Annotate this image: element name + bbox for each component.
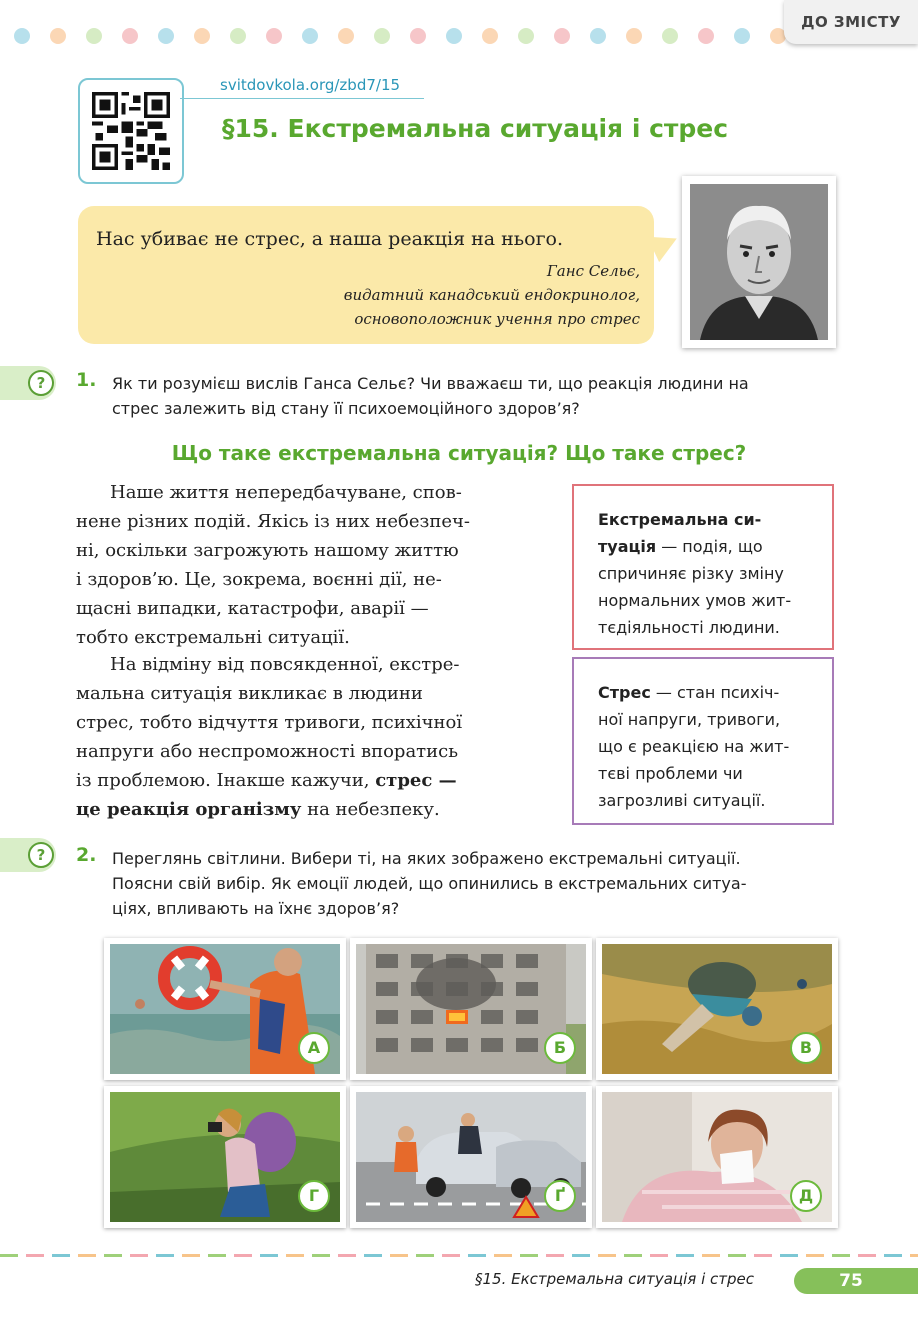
decorative-dash: [78, 1254, 96, 1257]
photo-label: Г: [298, 1180, 330, 1212]
text-line: Наше життя непередбачуване, спов-: [110, 482, 462, 503]
portrait-man-icon: [690, 184, 828, 340]
photo-b[interactable]: [350, 938, 592, 1080]
text-line: ні, оскільки загрожують нашому життю: [76, 540, 459, 561]
definition-stress: [572, 657, 834, 825]
definition-line: що є реакцією на жит-: [598, 737, 790, 756]
photo-v[interactable]: [596, 938, 838, 1080]
decorative-dash: [286, 1254, 304, 1257]
definition-line: Екстремальна си-: [598, 510, 762, 529]
decorative-dash: [884, 1254, 902, 1257]
text-line: щасні випадки, катастрофи, аварії —: [76, 598, 429, 619]
photo-d[interactable]: [596, 1086, 838, 1228]
question-marker: [0, 838, 56, 872]
qr-code-frame[interactable]: [78, 78, 184, 184]
decorative-dot: [338, 28, 354, 44]
decorative-dash: [442, 1254, 460, 1257]
photo-label: В: [790, 1032, 822, 1064]
decorative-dot: [230, 28, 246, 44]
photo-label: Б: [544, 1032, 576, 1064]
decorative-dot: [194, 28, 210, 44]
photo-a[interactable]: [104, 938, 346, 1080]
decorative-dash: [312, 1254, 330, 1257]
decorative-dash: [598, 1254, 616, 1257]
decorative-dot: [50, 28, 66, 44]
definition-line: спричиняє різку зміну: [598, 564, 784, 583]
decorative-dot: [698, 28, 714, 44]
text-line: На відміну від повсякденної, екстре-: [110, 654, 460, 675]
decorative-dash: [780, 1254, 798, 1257]
photo-label: Д: [790, 1180, 822, 1212]
decorative-dash: [624, 1254, 642, 1257]
text-line: стрес, тобто відчуття тривоги, психічної: [76, 712, 463, 733]
decorative-dot: [554, 28, 570, 44]
text-line: і здоров’ю. Це, зокрема, воєнні дії, не-: [76, 569, 442, 590]
text-line: нене різних подій. Якісь із них небезпеч-: [76, 511, 470, 532]
decorative-dash: [26, 1254, 44, 1257]
text-line: напруги або неспроможності впоратись: [76, 741, 459, 762]
decorative-dash: [858, 1254, 876, 1257]
question-icon: ?: [28, 370, 54, 396]
question-text: [112, 846, 840, 921]
link-underline: [180, 98, 424, 99]
decorative-dash: [208, 1254, 226, 1257]
text-line: це реакція організму на небезпеку.: [76, 799, 440, 820]
decorative-dot: [158, 28, 174, 44]
decorative-dash: [364, 1254, 382, 1257]
photo-label: А: [298, 1032, 330, 1064]
question-marker: [0, 366, 56, 400]
page-number: 75: [794, 1268, 918, 1294]
decorative-dash: [104, 1254, 122, 1257]
decorative-dot: [14, 28, 30, 44]
portrait-photo: [682, 176, 836, 348]
question-number: 1.: [76, 369, 97, 391]
decorative-dash: [650, 1254, 668, 1257]
text-line: із проблемою. Інакше кажучи, стрес —: [76, 770, 457, 791]
definition-extreme-situation: [572, 484, 834, 650]
decorative-dot: [662, 28, 678, 44]
decorative-dot: [374, 28, 390, 44]
decorative-dash: [520, 1254, 538, 1257]
photo-grid: [104, 938, 840, 1230]
decorative-dash: [806, 1254, 824, 1257]
decorative-dot: [626, 28, 642, 44]
decorative-dot: [482, 28, 498, 44]
question-line: ціях, впливають на їхнє здоров’я?: [112, 899, 400, 918]
question-icon: ?: [28, 842, 54, 868]
decorative-dash: [156, 1254, 174, 1257]
question-number: 2.: [76, 844, 97, 866]
decorative-dash: [702, 1254, 720, 1257]
decorative-dot: [410, 28, 426, 44]
photo-label: Ґ: [544, 1180, 576, 1212]
toc-label: ДО ЗМІСТУ: [801, 13, 901, 31]
definition-line: туація — подія, що: [598, 537, 763, 556]
decorative-dash: [676, 1254, 694, 1257]
decorative-dash: [910, 1254, 918, 1257]
definition-line: тєдіяльності людини.: [598, 618, 780, 637]
footer-section-title: §15. Екстремальна ситуація і стрес: [475, 1270, 754, 1288]
qr-code-icon: [92, 92, 170, 170]
decorative-dash: [182, 1254, 200, 1257]
question-line: стрес залежить від стану її психоемоційного здоров’я?: [112, 399, 580, 418]
question-text: [112, 371, 840, 421]
section-heading: Що таке екстремальна ситуація? Що таке стрес?: [171, 441, 747, 465]
decorative-dash: [728, 1254, 746, 1257]
definition-line: тєві проблеми чи: [598, 764, 743, 783]
decorative-dash: [832, 1254, 850, 1257]
photo-g[interactable]: [104, 1086, 346, 1228]
text-line: тобто екстремальні ситуації.: [76, 627, 350, 648]
definition-line: ної напруги, тривоги,: [598, 710, 781, 729]
quote-author-name: Ганс Сельє,: [546, 262, 640, 280]
decorative-dot: [122, 28, 138, 44]
decorative-dash: [416, 1254, 434, 1257]
quote-author-title-2: основоположник учення про стрес: [354, 310, 640, 328]
decorative-dot: [86, 28, 102, 44]
decorative-dash: [494, 1254, 512, 1257]
quote-text: Нас убиває не стрес, а наша реакція на нього.: [96, 228, 564, 250]
online-resource-link[interactable]: svitdovkola.org/zbd7/15: [220, 76, 401, 94]
decorative-dash: [130, 1254, 148, 1257]
decorative-dashes: [0, 1254, 918, 1258]
question-line: Як ти розумієш вислів Ганса Сельє? Чи вважаєш ти, що реакція людини на: [112, 374, 749, 393]
definition-line: Стрес — стан психіч-: [598, 683, 780, 702]
decorative-dot: [302, 28, 318, 44]
decorative-dots: [14, 28, 914, 48]
decorative-dot: [446, 28, 462, 44]
quote-author-title: видатний канадський ендокринолог,: [343, 286, 640, 304]
decorative-dot: [734, 28, 750, 44]
decorative-dot: [590, 28, 606, 44]
decorative-dash: [260, 1254, 278, 1257]
decorative-dash: [52, 1254, 70, 1257]
decorative-dash: [468, 1254, 486, 1257]
toc-button[interactable]: [784, 0, 918, 44]
decorative-dash: [338, 1254, 356, 1257]
definition-line: нормальних умов жит-: [598, 591, 792, 610]
question-line: Переглянь світлини. Вибери ті, на яких зображено екстремальні ситуації.: [112, 849, 741, 868]
page-title: §15. Екстремальна ситуація і стрес: [222, 114, 729, 143]
decorative-dash: [234, 1254, 252, 1257]
decorative-dash: [754, 1254, 772, 1257]
paragraph-1: [76, 478, 546, 652]
decorative-dash: [572, 1254, 590, 1257]
definition-line: загрозливі ситуації.: [598, 791, 766, 810]
decorative-dash: [0, 1254, 18, 1257]
question-line: Поясни свій вибір. Як емоції людей, що опинились в екстремальних ситуа-: [112, 874, 747, 893]
decorative-dot: [518, 28, 534, 44]
paragraph-2: [76, 650, 546, 824]
decorative-dot: [266, 28, 282, 44]
decorative-dash: [546, 1254, 564, 1257]
photo-gg[interactable]: [350, 1086, 592, 1228]
decorative-dash: [390, 1254, 408, 1257]
text-line: мальна ситуація викликає в людини: [76, 683, 423, 704]
